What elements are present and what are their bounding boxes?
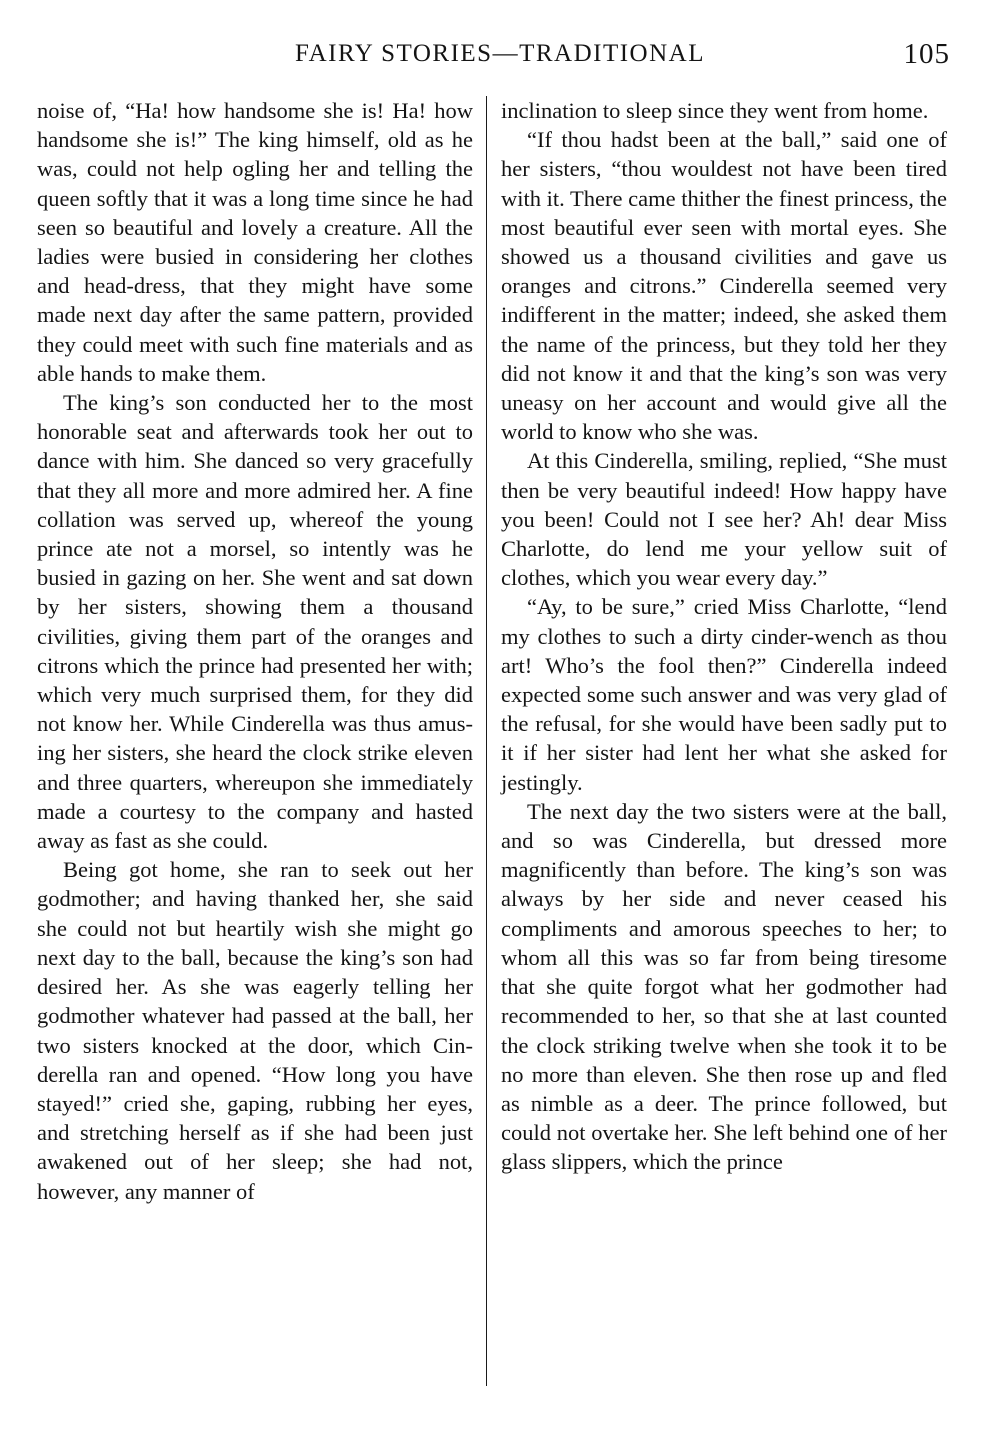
paragraph: inclination to sleep since they went from home. xyxy=(501,98,929,123)
right-column xyxy=(501,96,947,1177)
paragraph: noise of, “Ha! how handsome she is! Ha! how handsome she is!” The king himself, old as he was, could not help ogling her and telling the queen softly that it was a long time since he had seen so beautiful and lovely a creature. All the ladies were busied in considering her clothes and head-dress, that they might have some made next day after the same pattern, provided they could meet with such fine materials and as able hands to make them. xyxy=(37,98,473,386)
paragraph: “If thou hadst been at the ball,” said one of her sisters, “thou wouldest not have been tired with it. There came thither the finest princess, the most beautiful ever seen with mortal eyes. She showed us a thousand civilities and gave us oranges and citrons.” Cinderella seemed very indifferent in the matter; indeed, she asked them the name of the princess, but they told her they did not know it and that the king’s son was very uneasy on her account and would give all the world to know who she was. xyxy=(501,127,947,445)
left-column xyxy=(37,96,473,1206)
page-number: 105 xyxy=(903,38,950,70)
paragraph: The next day the two sisters were at the ball, and so was Cinderella, but dressed more magnificently than before. The king’s son was always by her side and never ceased his compliments and amorous speeches to her; to whom all this was so far from being tiresome that she quite forgot what her godmother had recommended to her, so that she at last counted the clock striking twelve when she took it to be no more than eleven. She then rose up and fled as nimble as a deer. The prince followed, but could not overtake her. She left behind one of her glass slippers, which the prince xyxy=(501,798,947,1175)
page-header xyxy=(0,36,1000,80)
running-title: FAIRY STORIES—TRADITIONAL xyxy=(295,40,705,67)
paragraph: “Ay, to be sure,” cried Miss Charlotte, “lend my clothes to such a dirty cinder-wench as thou art! Who’s the fool then?” Cinderella indeed expected some such answer and was very glad of the refusal, for she would have been sadly put to it if her sister had lent her what she asked for jestingly. xyxy=(501,594,947,795)
paragraph: The king’s son conducted her to the most honorable seat and afterwards took her out to dance with him. She danced so very gracefully that they all more and more admired her. A fine collation was served up, whereof the young prince ate not a morsel, so intently was he busied in gazing on her. She went and sat down by her sisters, showing them a thousand civilities, giving them part of the oranges and citrons which the prince had presented her with; which very much surprised them, for they did not know her. While Cinderella was thus amusing her sisters, she heard the clock strike eleven and three quarters, whereupon she immediately made a courtesy to the company and hasted away as fast as she could. xyxy=(37,390,473,854)
column-divider xyxy=(486,96,487,1386)
paragraph: At this Cinderella, smiling, replied, “She must then be very beautiful indeed! How happy have you been! Could not I see her? Ah! dear Miss Charlotte, do lend me your yellow suit of clothes, which you wear every day.” xyxy=(501,448,947,591)
paragraph: Being got home, she ran to seek out her godmother; and having thanked her, she said she could not but heartily wish she might go next day to the ball, because the king’s son had desired her. As she was eagerly telling her godmother whatever had passed at the ball, her two sisters knocked at the door, which Cinderella ran and opened. “How long you have stayed!” cried she, gaping, rubbing her eyes, and stretching herself as if she had been just awakened out of her sleep; she had not, however, any manner of xyxy=(37,857,473,1204)
